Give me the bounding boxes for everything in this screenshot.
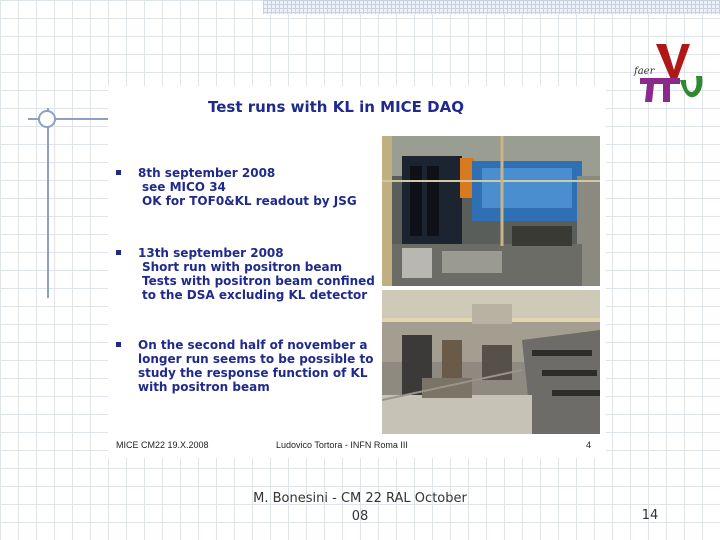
bullet-line: OK for TOF0&KL readout by JSG bbox=[142, 194, 357, 208]
embedded-slide bbox=[108, 86, 606, 458]
bullet-icon bbox=[116, 170, 121, 175]
bullet-line: see MICO 34 bbox=[142, 180, 226, 194]
bullet-line: longer run seems to be possible to bbox=[138, 352, 374, 366]
bullet-icon bbox=[116, 342, 121, 347]
logo-mu-shape bbox=[680, 76, 702, 97]
bullet-icon bbox=[116, 250, 121, 255]
logo-nu-shape bbox=[656, 44, 690, 82]
page-number: 14 bbox=[641, 508, 659, 523]
bullet-line: On the second half of november a bbox=[138, 338, 368, 352]
bullet-item bbox=[112, 338, 382, 394]
footer-author-line: M. Bonesini - CM 22 RAL October bbox=[253, 491, 467, 506]
bullet-line: Tests with positron beam confined bbox=[142, 274, 375, 288]
inner-footer-left: MICE CM22 19.X.2008 bbox=[116, 440, 209, 450]
bullet-line: Short run with positron beam bbox=[142, 260, 343, 274]
faer-logo bbox=[630, 36, 712, 106]
bullet-line: to the DSA excluding KL detector bbox=[142, 288, 368, 302]
bullet-line: 8th september 2008 bbox=[138, 166, 276, 180]
experiment-hall-photo bbox=[382, 136, 600, 286]
footer-author-line: 08 bbox=[351, 509, 369, 524]
bullet-item bbox=[112, 246, 382, 302]
bullet-item bbox=[112, 166, 382, 208]
decorative-vertical-line bbox=[47, 108, 49, 298]
bullet-line: with positron beam bbox=[138, 380, 270, 394]
top-decorative-band bbox=[263, 0, 720, 14]
inner-slide-title: Test runs with KL in MICE DAQ bbox=[208, 98, 464, 116]
bullet-line: study the response function of KL bbox=[138, 366, 368, 380]
inner-footer-center: Ludovico Tortora - INFN Roma III bbox=[276, 440, 408, 450]
logo-pi-shape bbox=[640, 78, 680, 102]
inner-slide-number: 4 bbox=[586, 440, 592, 450]
footer-author bbox=[230, 490, 490, 526]
beamline-photo bbox=[382, 290, 600, 434]
bullet-line: 13th september 2008 bbox=[138, 246, 284, 260]
logo-text: faer bbox=[634, 66, 655, 77]
decorative-circle bbox=[38, 110, 56, 128]
